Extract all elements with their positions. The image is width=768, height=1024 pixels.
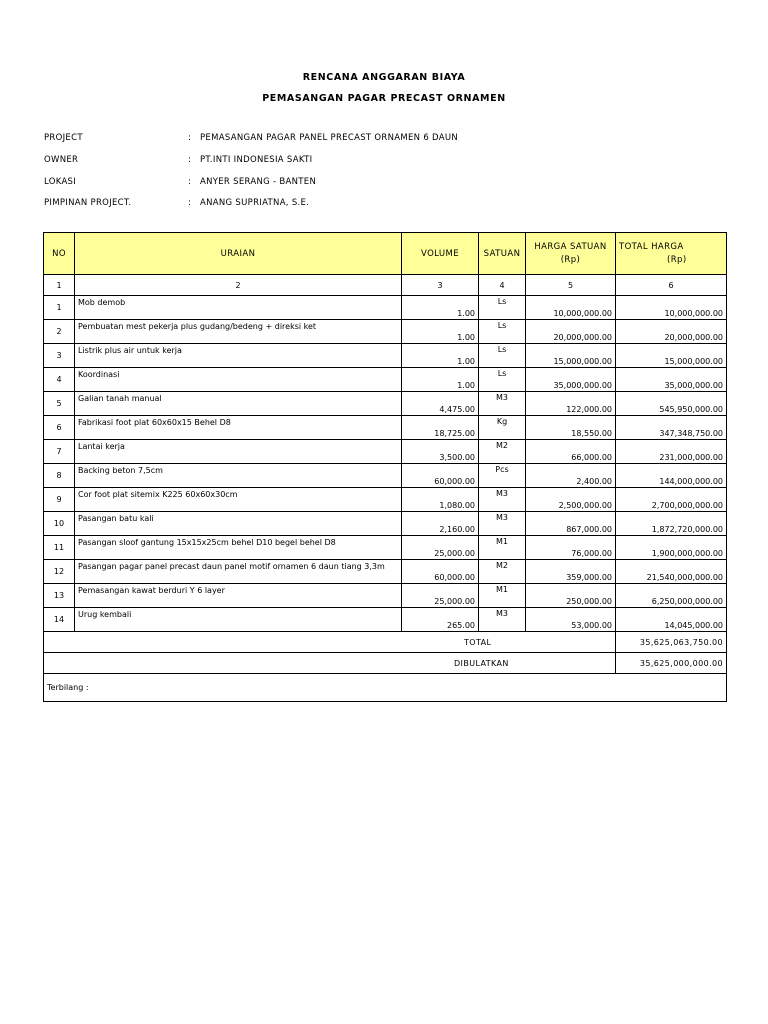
item-harga-satuan: 250,000.00 <box>526 584 616 608</box>
info-sep: : <box>188 198 192 208</box>
item-harga-satuan: 15,000,000.00 <box>526 344 616 368</box>
total-value: 35,625,063,750.00 <box>616 632 727 653</box>
document-subtitle: PEMASANGAN PAGAR PRECAST ORNAMEN <box>262 93 506 104</box>
header-volume: VOLUME <box>402 233 479 275</box>
item-uraian: Pasangan pagar panel precast daun panel motif ornamen 6 daun tiang 3,3m <box>75 560 402 584</box>
item-uraian: Fabrikasi foot plat 60x60x15 Behel D8 <box>75 416 402 440</box>
info-owner <box>44 155 312 165</box>
terbilang-row <box>44 674 727 702</box>
table-row <box>44 392 727 416</box>
item-harga-satuan: 18,550.00 <box>526 416 616 440</box>
table-header-row <box>44 233 727 275</box>
item-volume: 3,500.00 <box>402 440 479 464</box>
table-row <box>44 560 727 584</box>
item-no: 3 <box>44 344 75 368</box>
item-uraian: Pembuatan mest pekerja plus gudang/bedeng + direksi ket <box>75 320 402 344</box>
item-no: 10 <box>44 512 75 536</box>
item-total-harga: 545,950,000.00 <box>616 392 727 416</box>
info-sep: : <box>188 155 192 165</box>
item-total-harga: 15,000,000.00 <box>616 344 727 368</box>
item-satuan: Ls <box>479 368 526 392</box>
item-volume: 25,000.00 <box>402 584 479 608</box>
item-satuan: M3 <box>479 392 526 416</box>
item-uraian: Urug kembali <box>75 608 402 632</box>
info-value: PT.INTI INDONESIA SAKTI <box>200 155 313 165</box>
item-satuan: M3 <box>479 512 526 536</box>
header-harga-satuan-line2: (Rp) <box>560 254 581 265</box>
header-satuan: SATUAN <box>479 233 526 275</box>
item-harga-satuan: 10,000,000.00 <box>526 296 616 320</box>
info-value: ANANG SUPRIATNA, S.E. <box>200 198 310 208</box>
table-row <box>44 320 727 344</box>
header-uraian: URAIAN <box>75 233 402 275</box>
header-total-harga-line1: TOTAL HARGA <box>619 241 684 252</box>
item-harga-satuan: 2,500,000.00 <box>526 488 616 512</box>
item-satuan: M2 <box>479 560 526 584</box>
item-volume: 60,000.00 <box>402 560 479 584</box>
item-total-harga: 2,700,000,000.00 <box>616 488 727 512</box>
item-uraian: Galian tanah manual <box>75 392 402 416</box>
item-harga-satuan: 35,000,000.00 <box>526 368 616 392</box>
item-satuan: M1 <box>479 536 526 560</box>
info-project <box>44 133 458 143</box>
item-uraian: Mob demob <box>75 296 402 320</box>
item-total-harga: 347,348,750.00 <box>616 416 727 440</box>
item-harga-satuan: 76,000.00 <box>526 536 616 560</box>
item-volume: 1.00 <box>402 368 479 392</box>
item-no: 14 <box>44 608 75 632</box>
item-satuan: Ls <box>479 320 526 344</box>
table-row <box>44 608 727 632</box>
item-volume: 60,000.00 <box>402 464 479 488</box>
item-harga-satuan: 53,000.00 <box>526 608 616 632</box>
item-harga-satuan: 122,000.00 <box>526 392 616 416</box>
item-satuan: M3 <box>479 488 526 512</box>
item-volume: 265.00 <box>402 608 479 632</box>
item-harga-satuan: 359,000.00 <box>526 560 616 584</box>
item-satuan: Pcs <box>479 464 526 488</box>
item-no: 6 <box>44 416 75 440</box>
item-satuan: Ls <box>479 296 526 320</box>
item-total-harga: 1,872,720,000.00 <box>616 512 727 536</box>
item-total-harga: 21,540,000,000.00 <box>616 560 727 584</box>
item-no: 13 <box>44 584 75 608</box>
item-uraian: Pemasangan kawat berduri Y 6 layer <box>75 584 402 608</box>
info-value: PEMASANGAN PAGAR PANEL PRECAST ORNAMEN 6 DAUN <box>200 133 459 143</box>
item-satuan: Kg <box>479 416 526 440</box>
info-sep: : <box>188 177 192 187</box>
table-row <box>44 344 727 368</box>
info-lokasi <box>44 177 316 187</box>
table-row <box>44 416 727 440</box>
column-number: 5 <box>526 275 616 296</box>
item-uraian: Pasangan batu kali <box>75 512 402 536</box>
document-title: RENCANA ANGGARAN BIAYA <box>302 72 466 83</box>
header-total-harga <box>616 233 727 275</box>
table-row <box>44 296 727 320</box>
info-value: ANYER SERANG - BANTEN <box>200 177 317 187</box>
item-volume: 25,000.00 <box>402 536 479 560</box>
item-uraian: Koordinasi <box>75 368 402 392</box>
item-volume: 1,080.00 <box>402 488 479 512</box>
item-satuan: M1 <box>479 584 526 608</box>
header-harga-satuan <box>526 233 616 275</box>
info-pimpinan <box>44 198 309 208</box>
total-label: TOTAL <box>44 632 616 653</box>
info-key: PROJECT <box>44 133 83 143</box>
item-total-harga: 1,900,000,000.00 <box>616 536 727 560</box>
column-number: 4 <box>479 275 526 296</box>
column-number: 2 <box>75 275 402 296</box>
rounded-row <box>44 653 727 674</box>
rounded-value: 35,625,000,000.00 <box>616 653 727 674</box>
item-no: 9 <box>44 488 75 512</box>
item-volume: 1.00 <box>402 296 479 320</box>
item-volume: 18,725.00 <box>402 416 479 440</box>
item-total-harga: 20,000,000.00 <box>616 320 727 344</box>
item-no: 12 <box>44 560 75 584</box>
item-no: 7 <box>44 440 75 464</box>
info-key: PIMPINAN PROJECT. <box>44 198 132 208</box>
item-no: 5 <box>44 392 75 416</box>
item-uraian: Lantai kerja <box>75 440 402 464</box>
header-total-harga-line2: (Rp) <box>667 254 687 265</box>
info-key: OWNER <box>44 155 79 165</box>
table-row <box>44 512 727 536</box>
table-row <box>44 536 727 560</box>
table-row <box>44 368 727 392</box>
column-number: 3 <box>402 275 479 296</box>
item-satuan: M2 <box>479 440 526 464</box>
item-no: 4 <box>44 368 75 392</box>
total-row <box>44 632 727 653</box>
item-volume: 2,160.00 <box>402 512 479 536</box>
item-no: 1 <box>44 296 75 320</box>
info-key: LOKASI <box>44 177 77 187</box>
header-no: NO <box>44 233 75 275</box>
column-number-row <box>44 275 727 296</box>
table-row <box>44 464 727 488</box>
item-total-harga: 14,045,000.00 <box>616 608 727 632</box>
info-sep: : <box>188 133 192 143</box>
table-row <box>44 488 727 512</box>
item-uraian: Pasangan sloof gantung 15x15x25cm behel D10 begel behel D8 <box>75 536 402 560</box>
budget-table <box>43 232 727 702</box>
item-uraian: Listrik plus air untuk kerja <box>75 344 402 368</box>
item-no: 11 <box>44 536 75 560</box>
terbilang-label: Terbilang : <box>44 674 727 702</box>
column-number: 1 <box>44 275 75 296</box>
item-total-harga: 10,000,000.00 <box>616 296 727 320</box>
table-row <box>44 440 727 464</box>
item-volume: 4,475.00 <box>402 392 479 416</box>
item-uraian: Backing beton 7,5cm <box>75 464 402 488</box>
item-harga-satuan: 2,400.00 <box>526 464 616 488</box>
item-volume: 1.00 <box>402 344 479 368</box>
item-total-harga: 231,000,000.00 <box>616 440 727 464</box>
item-uraian: Cor foot plat sitemix K225 60x60x30cm <box>75 488 402 512</box>
item-no: 2 <box>44 320 75 344</box>
item-harga-satuan: 66,000.00 <box>526 440 616 464</box>
item-no: 8 <box>44 464 75 488</box>
item-total-harga: 144,000,000.00 <box>616 464 727 488</box>
item-satuan: Ls <box>479 344 526 368</box>
item-harga-satuan: 20,000,000.00 <box>526 320 616 344</box>
header-harga-satuan-line1: HARGA SATUAN <box>534 241 607 252</box>
item-total-harga: 6,250,000,000.00 <box>616 584 727 608</box>
item-satuan: M3 <box>479 608 526 632</box>
item-total-harga: 35,000,000.00 <box>616 368 727 392</box>
item-harga-satuan: 867,000.00 <box>526 512 616 536</box>
rounded-label: DIBULATKAN <box>44 653 616 674</box>
table-row <box>44 584 727 608</box>
column-number: 6 <box>616 275 727 296</box>
item-volume: 1.00 <box>402 320 479 344</box>
